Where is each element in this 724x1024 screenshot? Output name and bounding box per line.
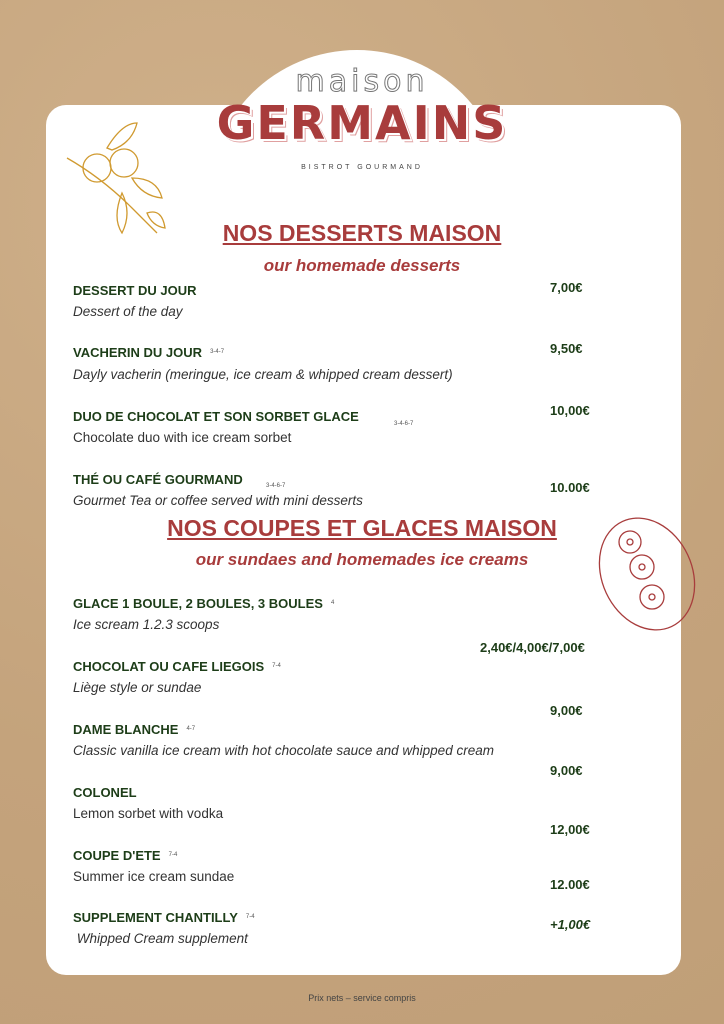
logo-germains: GERMAINS — [216, 96, 508, 150]
item-price: 10.00€ — [550, 480, 590, 495]
item-name: GLACE 1 BOULE, 2 BOULES, 3 BOULES — [73, 596, 323, 611]
item-heading — [73, 659, 281, 674]
item-heading — [73, 596, 334, 611]
allergen-codes: 7-4 — [272, 663, 281, 669]
allergen-codes: 4 — [330, 600, 335, 606]
item-price: 2,40€/4,00€/7,00€ — [480, 640, 585, 655]
allergen-codes: 7-4 — [168, 852, 178, 858]
item-heading — [73, 472, 243, 487]
logo-maison: maison — [295, 64, 429, 99]
allergen-codes: 4-7 — [186, 726, 196, 732]
item-price: 12.00€ — [550, 877, 590, 892]
item-description: Whipped Cream supplement — [73, 931, 248, 946]
item-name: COLONEL — [73, 785, 137, 800]
item-heading — [73, 283, 197, 298]
item-price: 9,50€ — [550, 341, 583, 356]
item-name: CHOCOLAT OU CAFE LIEGOIS — [73, 659, 265, 674]
item-description: Gourmet Tea or coffee served with mini desserts — [73, 493, 363, 508]
item-description: Summer ice cream sundae — [73, 869, 235, 884]
section-title-desserts: NOS DESSERTS MAISON — [222, 220, 502, 246]
item-heading — [73, 722, 195, 737]
item-price: 12,00€ — [550, 822, 590, 837]
item-name: VACHERIN DU JOUR — [73, 345, 203, 360]
section-subtitle-sundaes: our sundaes and homemades ice creams — [195, 550, 529, 569]
item-heading — [73, 345, 224, 360]
item-name: DESSERT DU JOUR — [73, 283, 197, 298]
item-description: Dessert of the day — [73, 304, 183, 319]
item-price: 7,00€ — [550, 280, 583, 295]
item-price: +1,00€ — [550, 917, 591, 932]
item-description: Ice scream 1.2.3 scoops — [73, 617, 220, 632]
logo-tagline: BISTROT GOURMAND — [301, 164, 423, 171]
item-description: Classic vanilla ice cream with hot chocolate sauce and whipped cream — [73, 743, 494, 758]
item-heading — [73, 409, 359, 424]
item-description: Lemon sorbet with vodka — [73, 806, 224, 821]
item-heading — [73, 848, 177, 863]
allergen-codes: 3-4-6-7 — [266, 483, 286, 489]
item-description: Liège style or sundae — [73, 680, 202, 695]
item-name: SUPPLEMENT CHANTILLY — [73, 910, 238, 925]
item-name: COUPE D'ETE — [73, 848, 161, 863]
item-name: DUO DE CHOCOLAT ET SON SORBET GLACE — [73, 409, 359, 424]
item-price: 9,00€ — [550, 703, 583, 718]
item-description: Chocolate duo with ice cream sorbet — [73, 430, 292, 445]
item-name: DAME BLANCHE — [73, 722, 179, 737]
item-heading — [73, 785, 137, 800]
item-price: 9,00€ — [550, 763, 583, 778]
item-name: THÉ OU CAFÉ GOURMAND — [73, 472, 243, 487]
item-description: Dayly vacherin (meringue, ice cream & whipped cream dessert) — [73, 367, 453, 382]
allergen-codes: 7-4 — [245, 914, 255, 920]
section-title-sundaes: NOS COUPES ET GLACES MAISON — [167, 515, 557, 541]
footer-note: Prix nets – service compris — [308, 993, 416, 1003]
allergen-codes: 3-4-7 — [210, 349, 225, 355]
item-heading — [73, 910, 255, 925]
item-price: 10,00€ — [550, 403, 590, 418]
allergen-codes: 3-4-6-7 — [394, 421, 414, 427]
section-subtitle-desserts: our homemade desserts — [263, 256, 461, 275]
